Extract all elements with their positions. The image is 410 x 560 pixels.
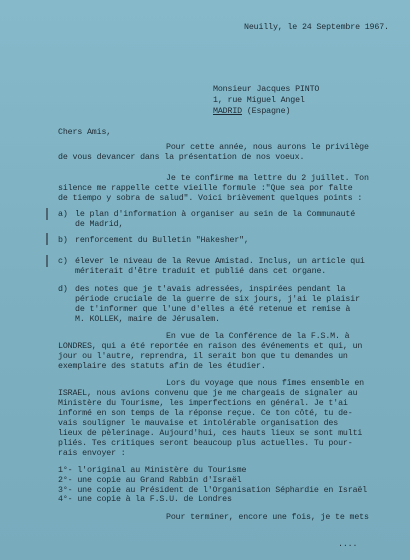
intro-line: Pour cette année, nous aurons le privilège [166, 143, 369, 152]
confirm-line: de tiempo y sobra de salud". Voici brièvement quelques points : [58, 194, 363, 203]
voyage-line: Ministère du Tourisme, les imperfections en général. Je t'ai [58, 399, 348, 408]
point-line: de Madrid, [75, 220, 124, 229]
salutation: Chers Amis, [58, 128, 112, 137]
recipient-city: MADRID [213, 107, 242, 116]
recipient-street: 1, rue Miguel Angel [213, 96, 305, 105]
continuation-marker: .... [338, 540, 358, 549]
point-label: a) [58, 210, 68, 219]
letter-date: Neuilly, le 24 Septembre 1967. [244, 23, 389, 32]
voyage-line: pliés. Tes critiques seront beaucoup plus actuelles. Tu pour- [58, 439, 353, 448]
recipient-name: Monsieur Jacques PINTO [213, 85, 320, 94]
conference-line: jour ou l'autre, reprendra, il serait bon que tu demandes un [58, 352, 348, 361]
copy-line: 4°- une copie à la F.S.U. de Londres [58, 495, 232, 504]
voyage-line: Lors du voyage que nous fîmes ensemble en [166, 379, 364, 388]
point-line: élever le niveau de la Revue Amistad. Inclus, un article qui [75, 257, 365, 266]
point-line: période cruciale de la guerre de six jours, j'ai le plaisir [75, 295, 360, 304]
closing-line: Pour terminer, encore une fois, je te mets [166, 513, 369, 522]
point-line: mériterait d'être traduit et publié dans cet organe. [75, 267, 327, 276]
voyage-line: informé en son temps de la réponse reçue. Ce ton côté, tu de- [58, 409, 353, 418]
margin-mark [46, 208, 48, 220]
point-line: le plan d'information à organiser au sein de la Communauté [75, 210, 356, 219]
voyage-line: lieux de pèlerinage. Aujourd'hui, ces hauts lieux se sont multi [58, 429, 363, 438]
copy-line: 2°- une copie au Grand Rabbin d'Israël [58, 476, 242, 485]
recipient-country: (Espagne) [246, 107, 291, 116]
point-line: des notes que je t'avais adressées, inspirées pendant la [75, 285, 346, 294]
point-line: M. KOLLEK, maire de Jérusalem. [75, 315, 220, 324]
conference-line: LONDRES, qui a été reportée en raison des événements et qui, un [58, 342, 363, 351]
margin-mark [46, 233, 48, 245]
intro-line: de vous devancer dans la présentation de nos voeux. [58, 153, 305, 162]
voyage-line: rais envoyer : [58, 449, 126, 458]
confirm-line: Je te confirme ma lettre du 2 juillet. Ton [166, 174, 369, 183]
margin-mark [46, 255, 48, 267]
voyage-line: ISRAEL, nous avions convenu que je me chargeais de signaler au [58, 389, 358, 398]
point-label: d) [58, 285, 68, 294]
point-line: renforcement du Bulletin "Hakesher", [75, 236, 249, 245]
point-label: c) [58, 257, 68, 266]
voyage-line: vais souligner le mauvaise et intolérable organisation des [58, 419, 339, 428]
conference-line: En vue de la Conférence de la F.S.M. à [166, 332, 350, 341]
confirm-line: silence me rappelle cette vieille formule :"Que sea por falte [58, 184, 353, 193]
recipient-city-line [213, 107, 290, 117]
conference-line: exemplaire des statuts afin de les étudier. [58, 362, 266, 371]
point-label: b) [58, 236, 68, 245]
copy-line: 1°- l'original au Ministère du Tourisme [58, 466, 247, 475]
point-line: de t'informer que l'une d'elles a été retenue et remise à [75, 305, 351, 314]
copy-line: 3°- une copie au Président de l'Organisation Séphardie en Israël [58, 486, 368, 495]
